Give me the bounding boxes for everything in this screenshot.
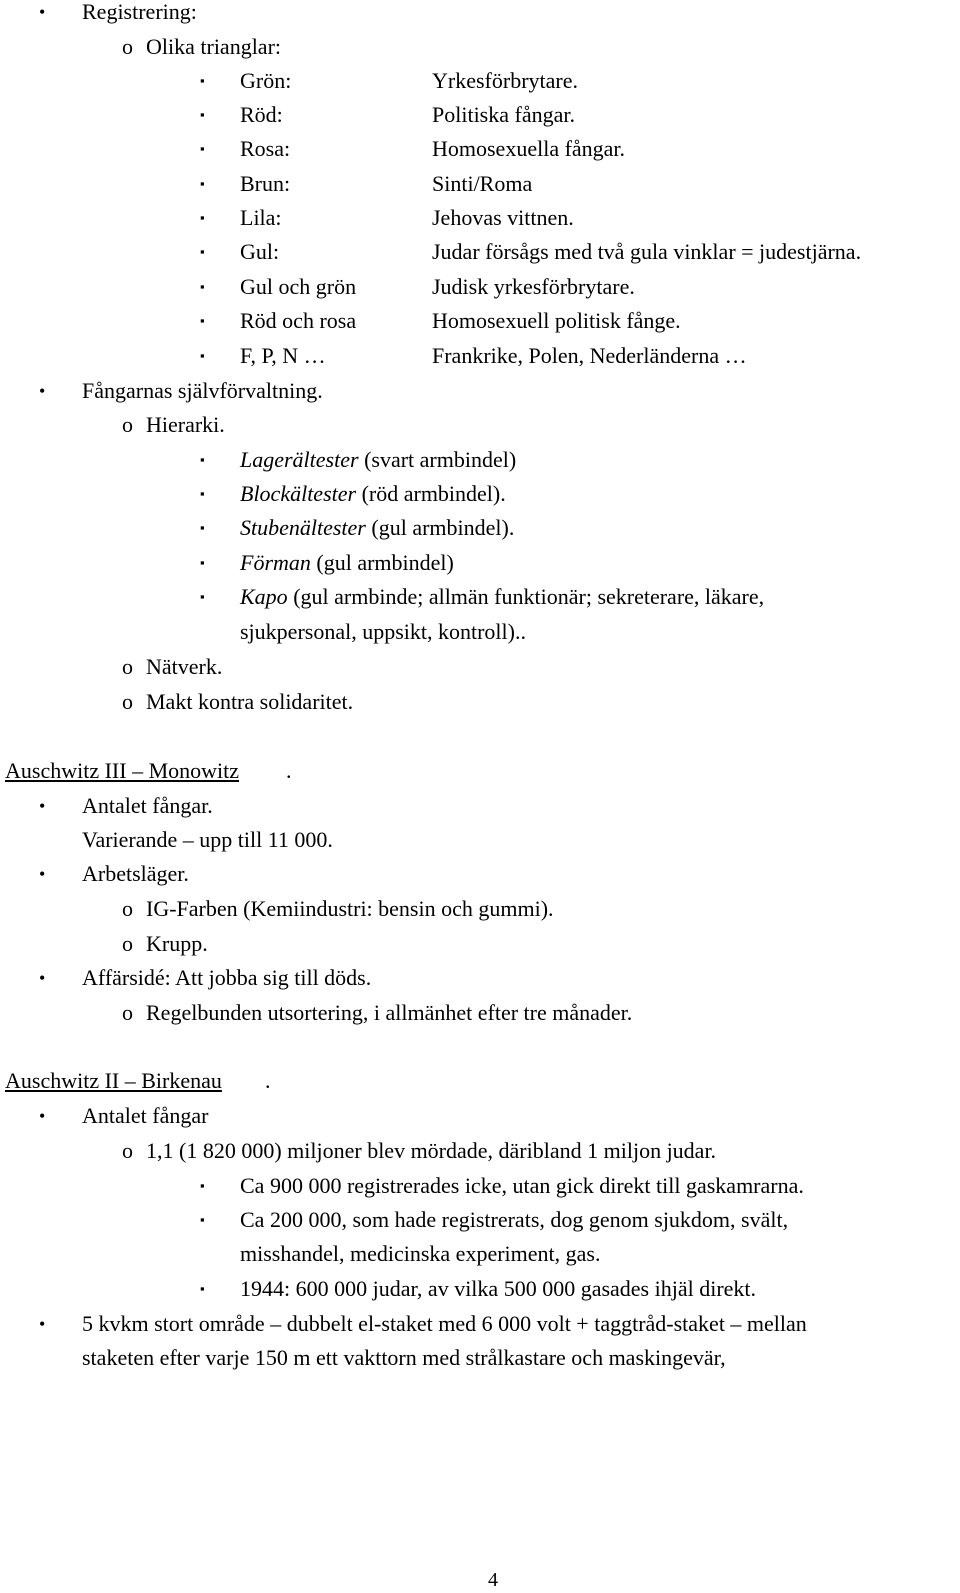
natverk-label: Nätverk. [146,654,223,679]
monowitz-regelbunden: Regelbunden utsortering, i allmänhet efter tre månader. [146,1000,633,1025]
bullet-icon: • [39,2,46,22]
birkenau-1944: 1944: 600 000 judar, av vilka 500 000 gasades ihjäl direkt. [240,1276,757,1301]
triangle-desc: Yrkesförbrytare. [432,68,578,93]
square-bullet-icon: ▪ [200,244,205,259]
circle-bullet-icon: o [122,1138,133,1163]
bullet-icon: • [39,796,46,816]
role-term: Kapo [240,584,288,609]
monowitz-krupp: Krupp. [146,931,208,956]
bullet-icon: • [39,1314,46,1334]
square-bullet-icon: ▪ [200,520,205,535]
role-rest: (svart armbindel) [358,447,517,472]
birkenau-ca200: Ca 200 000, som hade registrerats, dog genom sjukdom, svält, [240,1207,789,1232]
circle-bullet-icon: o [122,896,133,921]
monowitz-varierande: Varierande – upp till 11 000. [82,827,333,852]
circle-bullet-icon: o [122,34,133,59]
square-bullet-icon: ▪ [200,141,205,156]
triangle-label: Lila: [240,205,282,230]
square-bullet-icon: ▪ [200,1281,205,1296]
square-bullet-icon: ▪ [200,279,205,294]
registrering-title: Registrering: [82,0,197,24]
square-bullet-icon: ▪ [200,73,205,88]
birkenau-heading: Auschwitz II – Birkenau [5,1068,222,1093]
birkenau-ca900: Ca 900 000 registrerades icke, utan gick direkt till gaskamrarna. [240,1173,804,1198]
hierarki-label: Hierarki. [146,412,225,437]
role-rest: (gul armbindel) [310,550,454,575]
birkenau-omrade: 5 kvkm stort område – dubbelt el-staket med 6 000 volt + taggtråd-staket – mellan [82,1311,807,1336]
circle-bullet-icon: o [122,1000,133,1025]
role-term: Stubenältester [240,515,366,540]
square-bullet-icon: ▪ [200,313,205,328]
birkenau-mordade: 1,1 (1 820 000) miljoner blev mördade, däribland 1 miljon judar. [146,1138,717,1163]
triangle-label: Gul: [240,239,280,264]
bullet-icon: • [39,1106,46,1126]
triangle-desc: Judisk yrkesförbrytare. [432,274,635,299]
square-bullet-icon: ▪ [200,589,205,604]
page-number: 4 [488,1569,498,1591]
triangle-desc: Homosexuell politisk fånge. [432,308,681,333]
birkenau-antal: Antalet fångar [82,1103,209,1128]
square-bullet-icon: ▪ [200,107,205,122]
monowitz-heading-dot: . [286,758,292,783]
monowitz-arbetslager: Arbetsläger. [82,861,189,886]
role-term: Förman [240,550,311,575]
square-bullet-icon: ▪ [200,176,205,191]
square-bullet-icon: ▪ [200,348,205,363]
monowitz-heading: Auschwitz III – Monowitz [5,758,240,783]
role-rest: (gul armbinde; allmän funktionär; sekreterare, läkare, [287,584,765,609]
triangle-desc: Judar försågs med två gula vinklar = judestjärna. [432,239,862,264]
kapo-continuation: sjukpersonal, uppsikt, kontroll).. [240,619,526,644]
triangle-desc: Frankrike, Polen, Nederländerna … [432,343,747,368]
circle-bullet-icon: o [122,412,133,437]
makt-label: Makt kontra solidaritet. [146,689,354,714]
role-item [240,580,764,614]
square-bullet-icon: ▪ [200,555,205,570]
circle-bullet-icon: o [122,931,133,956]
square-bullet-icon: ▪ [200,1212,205,1227]
role-item [240,511,514,545]
triangle-label: Röd och rosa [240,308,357,333]
role-item [240,443,516,477]
bullet-icon: • [39,864,46,884]
sjalvforvaltning-title: Fångarnas självförvaltning. [82,378,323,403]
circle-bullet-icon: o [122,689,133,714]
triangle-label: Gul och grön [240,274,357,299]
triangle-label: Röd: [240,102,283,127]
triangle-label: Grön: [240,68,292,93]
bullet-icon: • [39,381,46,401]
role-term: Blockältester [240,481,357,506]
triangles-subtitle: Olika trianglar: [146,34,282,59]
triangle-desc: Homosexuella fångar. [432,136,626,161]
square-bullet-icon: ▪ [200,486,205,501]
square-bullet-icon: ▪ [200,452,205,467]
triangle-label: Brun: [240,171,291,196]
role-term: Lagerältester [240,447,359,472]
monowitz-antal: Antalet fångar. [82,793,213,818]
bullet-icon: • [39,968,46,988]
square-bullet-icon: ▪ [200,1178,205,1193]
birkenau-omrade-cont: staketen efter varje 150 m ett vakttorn med strålkastare och maskingevär, [82,1345,726,1370]
role-item [240,477,506,511]
monowitz-ig: IG-Farben (Kemiindustri: bensin och gummi). [146,896,554,921]
role-item [240,546,454,580]
circle-bullet-icon: o [122,654,133,679]
role-rest: (röd armbindel). [356,481,506,506]
triangle-desc: Politiska fångar. [432,102,575,127]
birkenau-ca200-cont: misshandel, medicinska experiment, gas. [240,1241,601,1266]
triangle-desc: Sinti/Roma [432,171,533,196]
monowitz-affarside: Affärsidé: Att jobba sig till döds. [82,965,372,990]
birkenau-heading-dot: . [265,1068,271,1093]
triangle-label: Rosa: [240,136,291,161]
triangle-desc: Jehovas vittnen. [432,205,574,230]
role-rest: (gul armbindel). [365,515,515,540]
square-bullet-icon: ▪ [200,210,205,225]
triangle-label: F, P, N … [240,343,326,368]
